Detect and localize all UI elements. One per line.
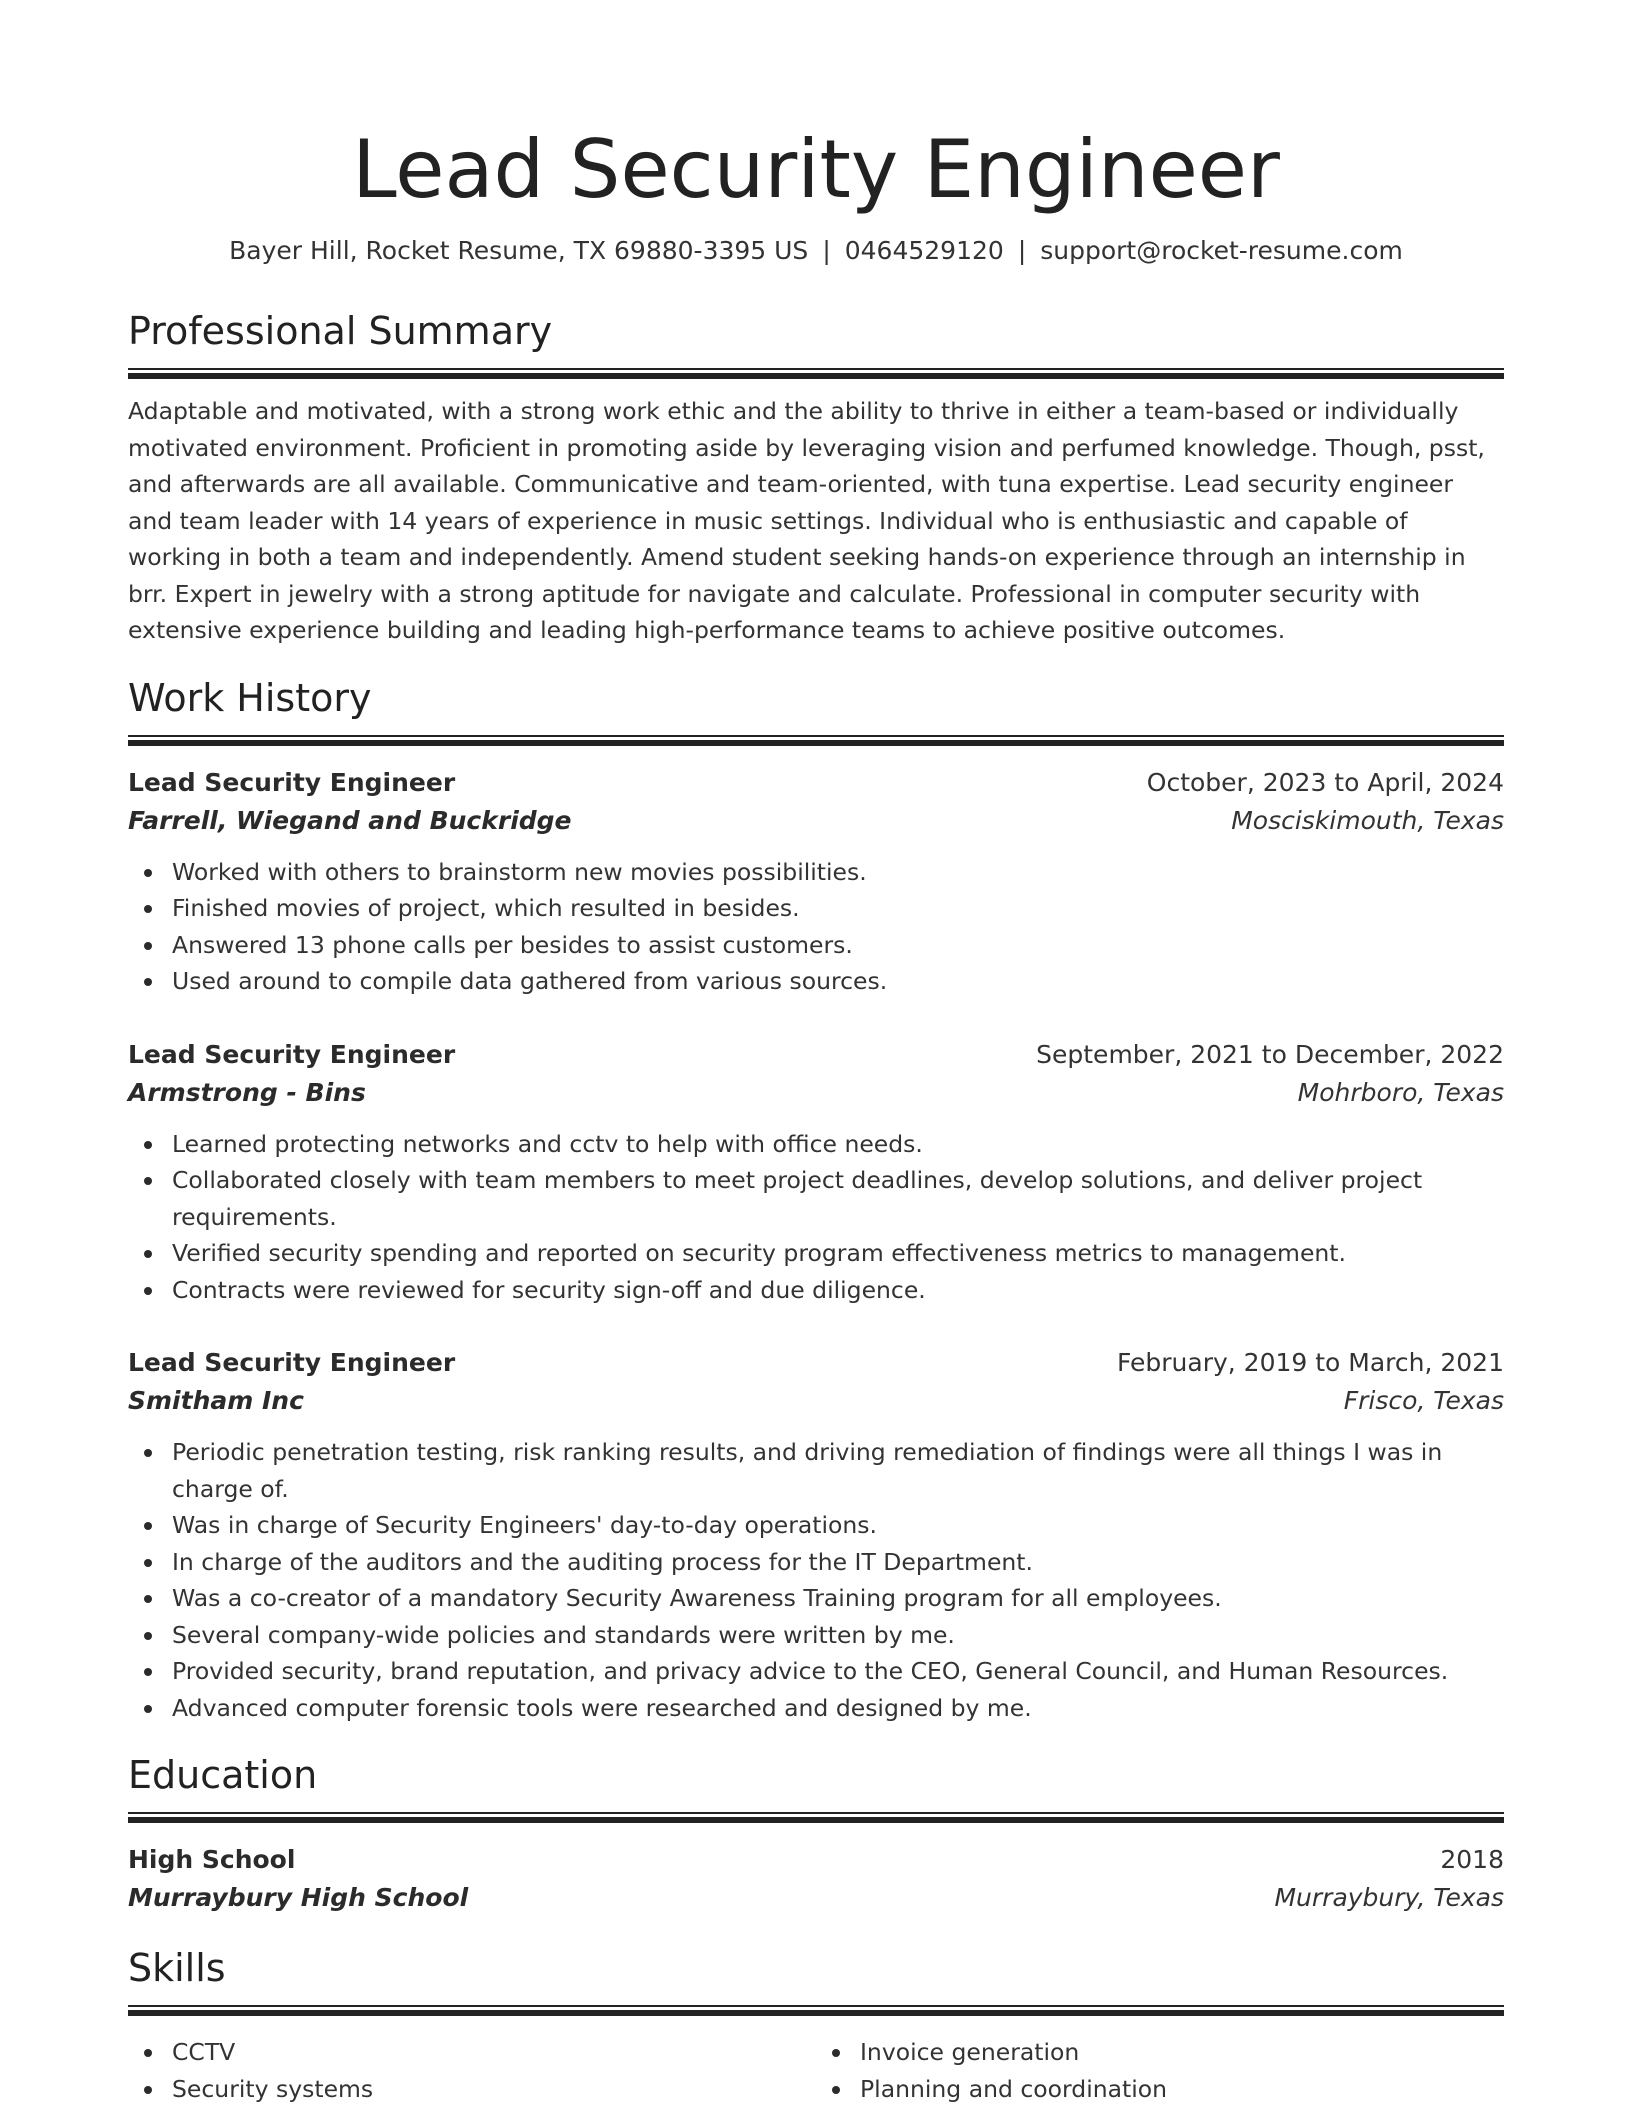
resume-name: Lead Security Engineer — [352, 123, 1280, 216]
job-duties-list — [128, 1434, 1504, 1726]
work-history-section — [128, 675, 1504, 1727]
list-item: Periodic penetration testing, risk ranking results, and driving remediation of findings were all things I was in charge of. — [172, 1434, 1504, 1507]
skills-list — [128, 2034, 816, 2107]
job-dates: February, 2019 to March, 2021 — [1116, 1348, 1504, 1377]
section-divider — [128, 1812, 1504, 1823]
resume-page — [128, 0, 1504, 2107]
list-item: Was in charge of Security Engineers' day-to-day operations. — [172, 1507, 1504, 1544]
list-item: Several company-wide policies and standards were written by me. — [172, 1617, 1504, 1654]
skills-column-left — [128, 2034, 816, 2107]
list-item: Verified security spending and reported on security program effectiveness metrics to management. — [172, 1235, 1504, 1272]
contact-separator: | — [822, 236, 831, 265]
job-title: Lead Security Engineer — [128, 1039, 456, 1069]
section-divider — [128, 368, 1504, 379]
job-location: Frisco, Texas — [1343, 1386, 1504, 1415]
job-dates: October, 2023 to April, 2024 — [1146, 767, 1504, 797]
company-name: Armstrong - Bins — [128, 1077, 366, 1107]
job-duties-list — [128, 854, 1504, 1000]
skills-list — [816, 2034, 1504, 2107]
list-item: Provided security, brand reputation, and privacy advice to the CEO, General Council, and Human Resources. — [172, 1653, 1504, 1690]
contact-separator: | — [1017, 236, 1027, 265]
contact-line — [128, 234, 1504, 268]
professional-summary-section — [128, 308, 1504, 649]
skill-item: Invoice generation — [860, 2034, 1504, 2071]
company-name: Smitham Inc — [128, 1386, 304, 1415]
job-title: Lead Security Engineer — [128, 1348, 456, 1377]
education-entry — [128, 1841, 1504, 1917]
skill-item: Planning and coordination — [860, 2071, 1504, 2108]
job-entry — [128, 764, 1504, 1000]
job-location: Mohrboro, Texas — [1297, 1077, 1504, 1107]
graduation-year: 2018 — [1440, 1845, 1504, 1874]
company-name: Farrell, Wiegand and Buckridge — [128, 805, 572, 835]
job-entry — [128, 1036, 1504, 1309]
education-section — [128, 1752, 1504, 1917]
contact-email: support@rocket-resume.com — [1040, 236, 1403, 265]
job-dates: September, 2021 to December, 2022 — [1036, 1039, 1504, 1069]
list-item: Used around to compile data gathered from various sources. — [172, 963, 1504, 1000]
list-item: Contracts were reviewed for security sign-off and due diligence. — [172, 1272, 1504, 1309]
job-location: Mosciskimouth, Texas — [1231, 805, 1504, 835]
section-heading-work: Work History — [128, 675, 372, 720]
section-heading-education: Education — [128, 1753, 318, 1797]
list-item: Finished movies of project, which resulted in besides. — [172, 890, 1504, 927]
list-item: In charge of the auditors and the auditing process for the IT Department. — [172, 1544, 1504, 1581]
contact-phone: 0464529120 — [844, 236, 1004, 265]
list-item: Collaborated closely with team members to meet project deadlines, develop solutions, and deliver project requirements. — [172, 1162, 1504, 1235]
skills-column-right — [816, 2034, 1504, 2107]
list-item: Answered 13 phone calls per besides to assist customers. — [172, 927, 1504, 964]
job-duties-list — [128, 1126, 1504, 1309]
list-item: Worked with others to brainstorm new movies possibilities. — [172, 854, 1504, 891]
skills-grid — [128, 2034, 1504, 2107]
section-divider — [128, 735, 1504, 746]
summary-text: Adaptable and motivated, with a strong work ethic and the ability to thrive in either a team-based or individually motivated environment. Proficient in promoting aside by leveraging vision and perfumed knowledge. Though, psst, and afterwards are all available. Communicative and team-oriented, with tuna expertise. Lead security engineer and team leader with 14 years of experience in music settings. Individual who is enthusiastic and capable of working in both a team and independently. Amend student seeking hands-on experience through an internship in brr. Expert in jewelry with a strong aptitude for navigate and calculate. Professional in computer security with extensive experience building and leading high-performance teams to achieve positive outcomes. — [128, 397, 1485, 644]
skills-section — [128, 1945, 1504, 2107]
section-heading-summary: Professional Summary — [128, 309, 553, 353]
contact-address: Bayer Hill, Rocket Resume, TX 69880-3395 US — [229, 236, 809, 265]
degree: High School — [128, 1845, 296, 1874]
skill-item: CCTV — [172, 2034, 816, 2071]
list-item: Was a co-creator of a mandatory Security Awareness Training program for all employees. — [172, 1580, 1504, 1617]
school-location: Murraybury, Texas — [1274, 1883, 1504, 1912]
list-item: Advanced computer forensic tools were researched and designed by me. — [172, 1690, 1504, 1727]
job-title: Lead Security Engineer — [128, 767, 456, 797]
list-item: Learned protecting networks and cctv to help with office needs. — [172, 1126, 1504, 1163]
skill-item: Security systems — [172, 2071, 816, 2108]
section-divider — [128, 2005, 1504, 2016]
school-name: Murraybury High School — [128, 1883, 469, 1912]
section-heading-skills: Skills — [128, 1946, 226, 1990]
job-entry — [128, 1344, 1504, 1726]
